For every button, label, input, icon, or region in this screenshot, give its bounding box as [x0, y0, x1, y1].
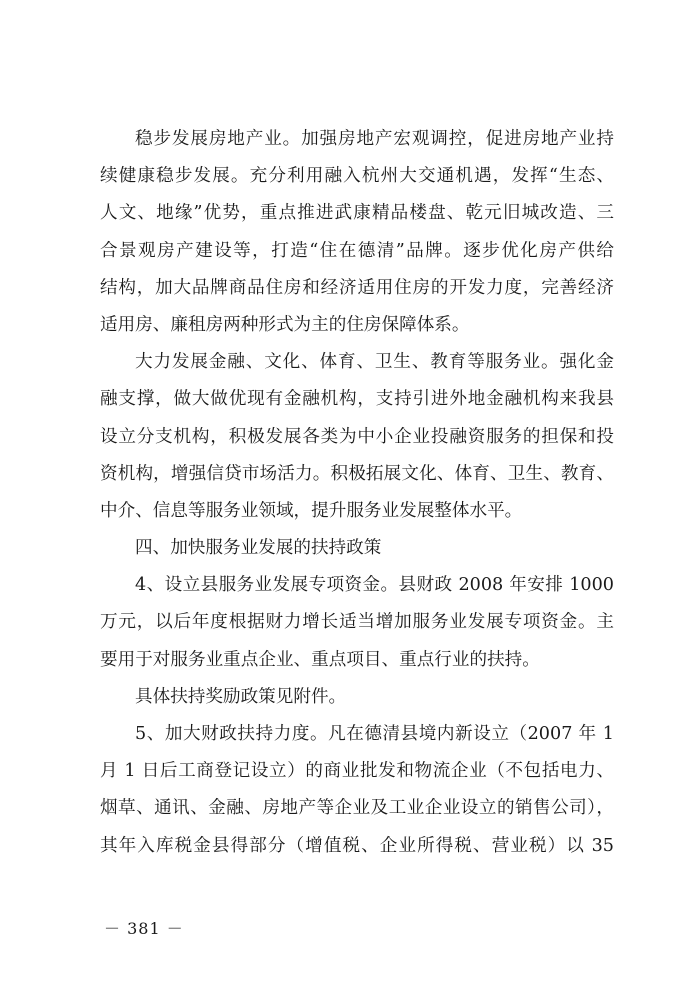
paragraph-6-line-1: 5、加大财政扶持力度。凡在德清县境内新设立（2007 年 1 — [135, 724, 614, 744]
paragraph-2-line-4: 资机构，增强信贷市场活力。积极拓展文化、体育、卫生、教育、 — [100, 463, 614, 484]
paragraph-1-line-1: 稳步发展房地产业。加强房地产宏观调控，促进房地产业持 — [135, 129, 614, 149]
paragraph-2-line-3: 设立分支机构，积极发展各类为中小企业投融资服务的担保和投 — [100, 426, 614, 447]
paragraph-5-line-1: 具体扶持奖励政策见附件。 — [135, 686, 347, 707]
paragraph-1-line-2: 续健康稳步发展。充分利用融入杭州大交通机遇，发挥“生态、 — [100, 166, 614, 187]
paragraph-6-line-4: 其年入库税金县得部分（增值税、企业所得税、营业税）以 35 — [100, 835, 614, 856]
paragraph-6-line-2: 月 1 日后工商登记设立）的商业批发和物流企业（不包括电力、 — [100, 761, 614, 782]
paragraph-1-line-5: 结构，加大品牌商品住房和经济适用住房的开发力度，完善经济 — [100, 277, 614, 298]
paragraph-1-line-6: 适用房、廉租房两种形式为主的住房保障体系。 — [100, 314, 470, 335]
paragraph-4-line-3: 要用于对服务业重点企业、重点项目、重点行业的扶持。 — [100, 649, 540, 670]
paragraph-4-line-2: 万元，以后年度根据财力增长适当增加服务业发展专项资金。主 — [100, 612, 614, 633]
paragraph-6-line-3: 烟草、通讯、金融、房地产等企业及工业企业设立的销售公司）， — [100, 798, 614, 819]
paragraph-1-line-3: 人文、地缘”优势，重点推进武康精品楼盘、乾元旧城改造、三 — [100, 203, 614, 224]
paragraph-2-line-1: 大力发展金融、文化、体育、卫生、教育等服务业。强化金 — [135, 352, 614, 373]
paragraph-2-line-5: 中介、信息等服务业领域，提升服务业发展整体水平。 — [100, 500, 523, 521]
paragraph-1-line-4: 合景观房产建设等，打造“住在德清”品牌。逐步优化房产供给 — [100, 240, 614, 261]
section-heading: 四、加快服务业发展的扶持政策 — [135, 538, 382, 559]
paragraph-2-line-2: 融支撑，做大做优现有金融机构，支持引进外地金融机构来我县 — [100, 389, 614, 410]
body-text — [100, 124, 614, 868]
page-number: － 381 － — [104, 919, 184, 938]
paragraph-4-line-1: 4、设立县服务业发展专项资金。县财政 2008 年安排 1000 — [135, 575, 614, 596]
